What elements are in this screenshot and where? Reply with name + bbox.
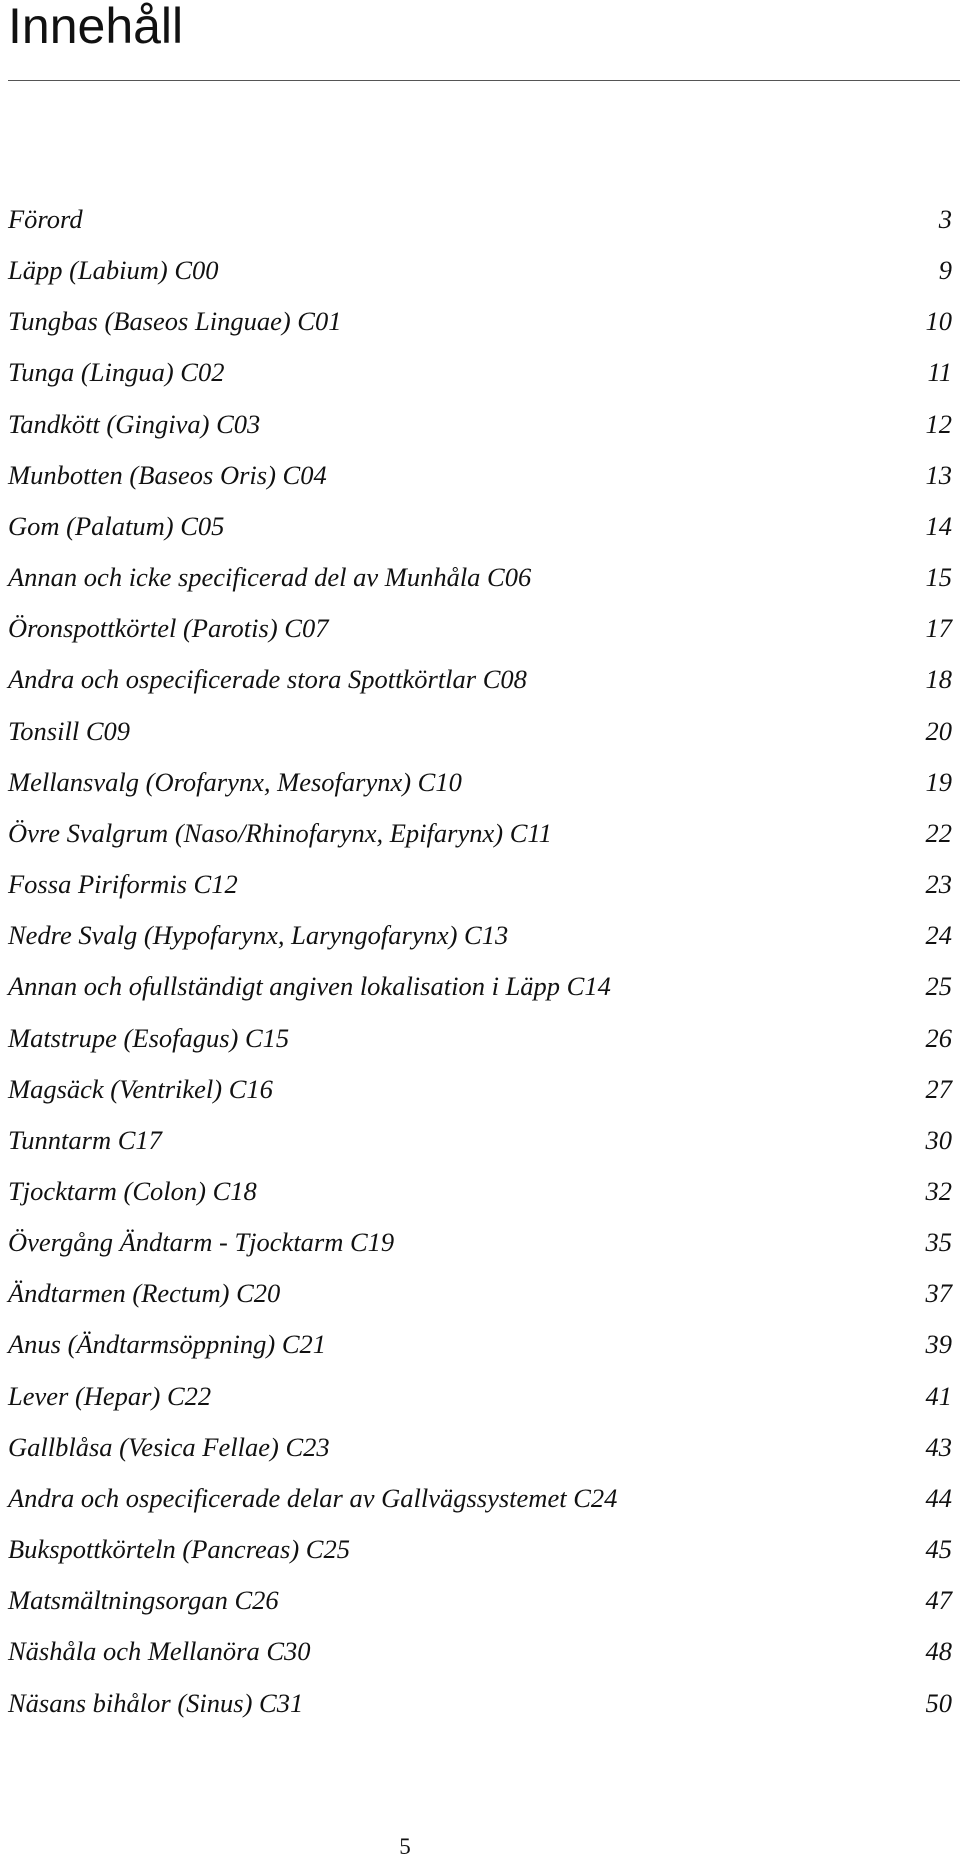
toc-entry[interactable]	[8, 970, 952, 1021]
toc-entry-title: Munbotten (Baseos Oris) C04	[8, 459, 327, 490]
toc-entry[interactable]	[8, 1124, 952, 1175]
toc-entry-title: Tunntarm C17	[8, 1124, 162, 1155]
toc-entry-page-number: 47	[925, 1585, 952, 1616]
toc-entry-page-number: 11	[927, 357, 952, 388]
toc-entry-title: Tunga (Lingua) C02	[8, 357, 225, 388]
toc-entry-page-number: 48	[925, 1636, 952, 1667]
toc-entry[interactable]	[8, 1022, 952, 1073]
toc-entry-title: Ändtarmen (Rectum) C20	[8, 1278, 281, 1309]
page-number: 5	[399, 1834, 411, 1859]
toc-entry[interactable]	[8, 459, 952, 510]
toc-entry-page-number: 13	[925, 459, 952, 490]
toc-entry-page-number: 19	[925, 766, 952, 797]
toc-entry[interactable]	[8, 408, 952, 459]
toc-entry[interactable]	[8, 305, 952, 356]
toc-entry-page-number: 45	[925, 1534, 952, 1565]
toc-entry-title: Andra och ospecificerade stora Spottkörtlar C08	[8, 664, 527, 695]
toc-entry-title: Förord	[8, 204, 83, 234]
toc-entry-page-number: 39	[925, 1329, 952, 1360]
toc-entry-page-number: 27	[925, 1073, 952, 1104]
toc-entry-title: Näshåla och Mellanöra C30	[8, 1636, 311, 1667]
toc-entry[interactable]	[8, 1584, 952, 1635]
toc-entry[interactable]	[8, 663, 952, 714]
toc-entry-page-number: 41	[925, 1380, 952, 1411]
toc-entry[interactable]	[8, 715, 952, 766]
toc-entry[interactable]	[8, 1635, 952, 1686]
toc-entry-page-number: 50	[925, 1687, 952, 1718]
toc-entry[interactable]	[8, 1073, 952, 1124]
toc-entry[interactable]	[8, 1482, 952, 1533]
toc-entry-page-number: 10	[925, 306, 952, 337]
toc-entry[interactable]	[8, 1277, 952, 1328]
toc-entry-page-number: 15	[925, 562, 952, 593]
toc-entry-title: Matsmältningsorgan C26	[8, 1585, 279, 1616]
toc-entry-page-number: 43	[925, 1431, 952, 1462]
toc-entry-title: Gallblåsa (Vesica Fellae) C23	[8, 1431, 330, 1462]
toc-entry-title: Anus (Ändtarmsöppning) C21	[8, 1329, 326, 1360]
toc-entry-title: Mellansvalg (Orofarynx, Mesofarynx) C10	[8, 766, 462, 797]
toc-entry[interactable]	[8, 868, 952, 919]
toc-entry-title: Näsans bihålor (Sinus) C31	[8, 1687, 304, 1718]
toc-entry[interactable]	[8, 1687, 952, 1738]
toc-entry[interactable]	[8, 817, 952, 868]
toc-entry[interactable]	[8, 203, 952, 254]
toc-entry-title: Bukspottkörteln (Pancreas) C25	[8, 1534, 350, 1565]
toc-entry-title: Läpp (Labium) C00	[8, 255, 219, 286]
toc-entry-page-number: 32	[925, 1175, 952, 1206]
toc-entry[interactable]	[8, 1328, 952, 1379]
toc-entry-page-number: 20	[925, 715, 952, 746]
toc-entry-page-number: 30	[925, 1124, 952, 1155]
toc-entry[interactable]	[8, 254, 952, 305]
toc-entry-title: Magsäck (Ventrikel) C16	[8, 1073, 273, 1104]
toc-entry[interactable]	[8, 612, 952, 663]
toc-entry-page-number: 3	[938, 204, 952, 234]
toc-entry[interactable]	[8, 919, 952, 970]
toc-entry-title: Annan och ofullständigt angiven lokalisation i Läpp C14	[8, 971, 611, 1002]
toc-entry-title: Annan och icke specificerad del av Munhåla C06	[8, 562, 532, 593]
toc-entry-page-number: 26	[925, 1022, 952, 1053]
toc-entry-title: Övergång Ändtarm - Tjocktarm C19	[8, 1227, 395, 1258]
toc-entry-title: Tonsill C09	[8, 715, 131, 746]
toc-entry-page-number: 24	[925, 920, 952, 951]
toc-entry[interactable]	[8, 1226, 952, 1277]
toc-entry-title: Tandkött (Gingiva) C03	[8, 408, 261, 439]
toc-entry-page-number: 25	[925, 971, 952, 1002]
toc-entry-page-number: 17	[925, 613, 952, 644]
toc-entry-title: Öronspottkörtel (Parotis) C07	[8, 613, 329, 644]
toc-entry-page-number: 18	[925, 664, 952, 695]
toc-entry-title: Tungbas (Baseos Linguae) C01	[8, 306, 342, 337]
toc-entry-title: Fossa Piriformis C12	[8, 869, 238, 900]
toc-entry-page-number: 37	[925, 1278, 952, 1309]
toc-entry-title: Lever (Hepar) C22	[8, 1380, 212, 1411]
table-of-contents	[8, 203, 952, 1738]
toc-entry-page-number: 35	[925, 1227, 952, 1258]
toc-entry[interactable]	[8, 1175, 952, 1226]
toc-entry-page-number: 23	[925, 869, 952, 900]
toc-entry[interactable]	[8, 1380, 952, 1431]
toc-entry-page-number: 14	[925, 510, 952, 541]
toc-entry[interactable]	[8, 561, 952, 612]
title-divider	[8, 80, 960, 81]
toc-entry-title: Tjocktarm (Colon) C18	[8, 1175, 257, 1206]
toc-entry-title: Andra och ospecificerade delar av Gallvägssystemet C24	[8, 1482, 618, 1513]
page-title: Innehåll	[8, 0, 184, 54]
toc-entry[interactable]	[8, 356, 952, 407]
toc-entry-page-number: 44	[925, 1482, 952, 1513]
toc-entry-title: Övre Svalgrum (Naso/Rhinofarynx, Epifarynx) C11	[8, 817, 552, 848]
toc-entry-title: Matstrupe (Esofagus) C15	[8, 1022, 290, 1053]
toc-entry[interactable]	[8, 510, 952, 561]
toc-entry-title: Gom (Palatum) C05	[8, 510, 225, 541]
toc-entry[interactable]	[8, 1431, 952, 1482]
toc-entry-page-number: 12	[925, 408, 952, 439]
toc-entry[interactable]	[8, 766, 952, 817]
toc-entry-page-number: 9	[938, 255, 952, 286]
toc-entry[interactable]	[8, 1533, 952, 1584]
toc-entry-title: Nedre Svalg (Hypofarynx, Laryngofarynx) C13	[8, 920, 509, 951]
toc-entry-page-number: 22	[925, 817, 952, 848]
